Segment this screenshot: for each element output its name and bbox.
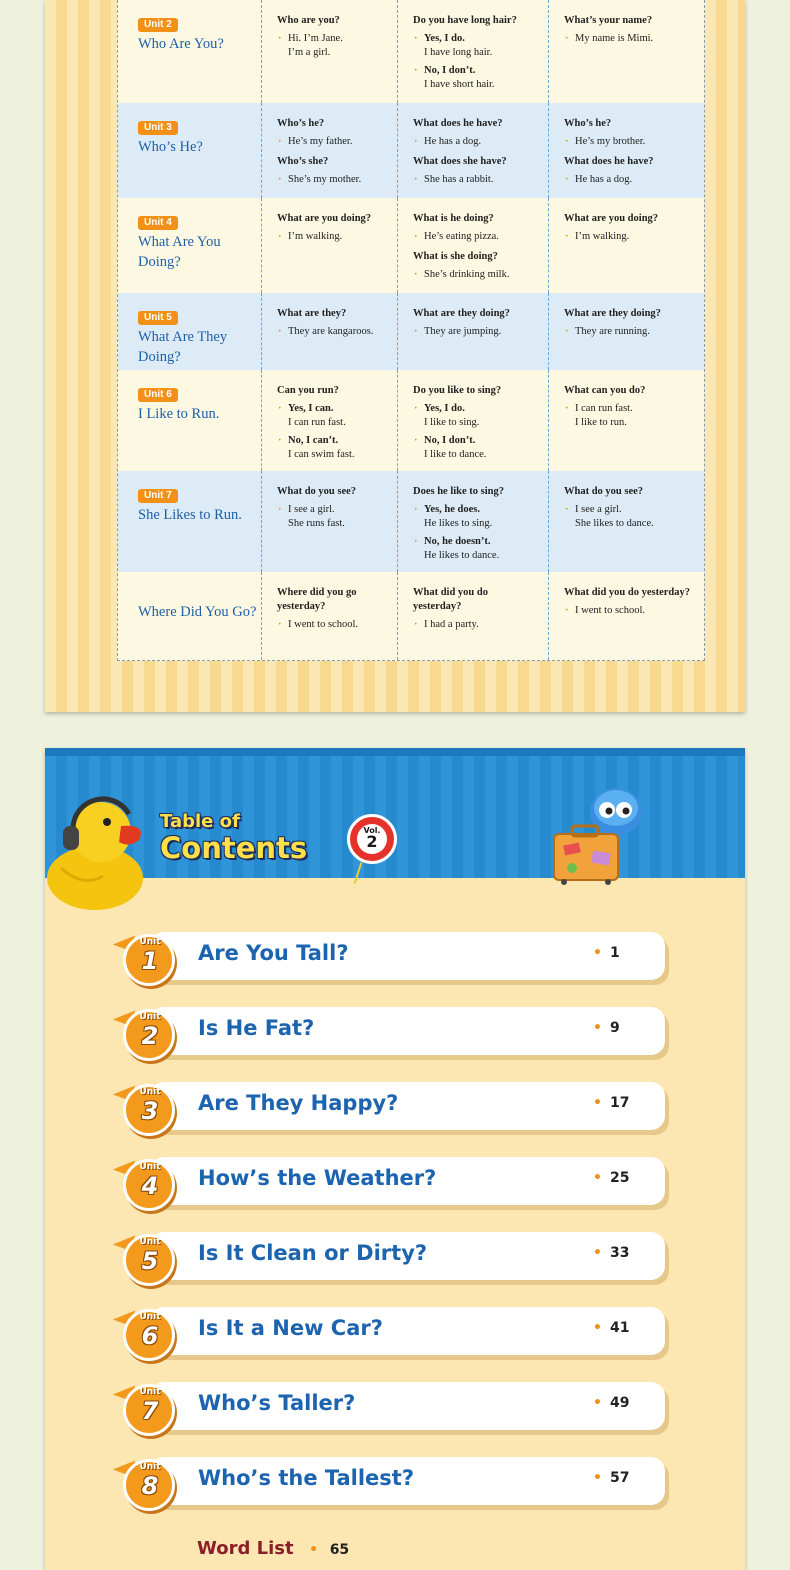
unit-label: Unit [139,1387,161,1397]
answer-text: · I can run fast. I like to run. [564,402,694,430]
toc-item-title: Is It a New Car? [198,1316,383,1340]
question-text: Who’s she? [277,156,329,167]
rubber-duck-icon [43,788,153,913]
unit-cell [138,307,263,367]
answer-text: · Yes, I do. I like to sing. [413,402,538,430]
bullet-icon: • [593,945,602,961]
answer-text: · I went to school. [564,604,694,618]
dialogue-column [564,485,694,531]
answer-text: · She has a rabbit. [413,173,538,187]
dialogue-column [277,117,402,187]
column-divider [548,293,549,370]
vol-badge-stick [354,862,363,884]
unit-row [118,471,704,572]
dialogue-column [277,586,402,632]
unit-row [118,293,704,370]
question-text: What are they doing? [564,308,661,319]
bullet-icon: • [593,1470,602,1486]
question-text: Who’s he? [564,118,612,129]
toc-item-title: Who’s the Tallest? [198,1466,415,1490]
answer-text: · I see a girl. She runs fast. [277,503,402,531]
dialogue-column [413,384,538,462]
dialogue-column [564,307,694,339]
page-number: 25 [609,1170,630,1186]
question-text: Who are you? [277,15,340,26]
answer-text: · He has a dog. [413,135,538,149]
page-number: 57 [609,1470,630,1486]
question-text: What does he have? [564,156,654,167]
unit-label: Unit [139,1237,161,1247]
answer-text: · I went to school. [277,618,402,632]
answer-text: · She’s drinking milk. [413,268,538,282]
unit-row [118,572,704,660]
question-text: What are you doing? [564,213,659,224]
toc-item-unit-8[interactable] [115,1457,670,1511]
question-text: What is he doing? [413,213,494,224]
toc-item-title: Who’s Taller? [198,1391,356,1415]
column-divider [548,0,549,103]
unit-number: 7 [141,1397,159,1425]
toc-item-unit-5[interactable] [115,1232,670,1286]
unit-label: Unit [139,1087,161,1097]
unit-number-badge [115,1230,177,1286]
dialogue-column [277,14,402,60]
column-divider [548,198,549,293]
unit-title: She Likes to Run. [138,507,242,523]
dialogue-column [564,384,694,430]
answer-text: · I had a party. [413,618,538,632]
question-text: Who’s he? [277,118,325,129]
answer-text: · No, I don’t. I have short hair. [413,64,538,92]
page-number: 1 [609,945,620,961]
unit-label: Unit [139,937,161,947]
answer-text: · I’m walking. [277,230,402,244]
answer-text: · She’s my mother. [277,173,402,187]
unit-cell [138,212,263,272]
bullet-icon: • [593,1020,602,1036]
toc-item-title: Is It Clean or Dirty? [198,1241,428,1265]
unit-number-badge [115,1380,177,1436]
toc-item-page [593,1245,629,1261]
bullet-icon: • [593,1320,602,1336]
page-number: 49 [609,1395,630,1411]
dialogue-column [413,307,538,339]
column-divider [548,370,549,471]
unit-cell [138,384,263,424]
answer-text: · He’s my father. [277,135,402,149]
bullet-icon: • [593,1395,602,1411]
answer-text: · I see a girl. She likes to dance. [564,503,694,531]
unit-number-badge [115,1080,177,1136]
dialogue-column [413,485,538,563]
answer-text: · No, I can’t. I can swim fast. [277,434,402,462]
question-text: Can you run? [277,385,339,396]
toc-title [160,812,307,864]
toc-title-small: Table of [160,811,240,832]
question-text: What is she doing? [413,251,498,262]
dialogue-column [413,14,538,92]
question-text: What does she have? [413,156,507,167]
unit-number: 1 [141,947,159,975]
answer-text: · He’s my brother. [564,135,694,149]
unit-overview-page [45,0,745,712]
bullet-icon: • [593,1245,602,1261]
answer-text: · Yes, he does. He likes to sing. [413,503,538,531]
toc-item-unit-6[interactable] [115,1307,670,1361]
bullet-icon: • [593,1095,602,1111]
toc-item-unit-7[interactable] [115,1382,670,1436]
table-of-contents-page [45,748,745,1570]
bullet-icon: • [309,1542,319,1558]
unit-label: Unit [139,1462,161,1472]
column-divider [548,103,549,198]
toc-item-page [593,945,620,961]
toc-item-title: Are You Tall? [198,941,349,965]
dialogue-column [277,212,402,244]
toc-item-page [593,1170,629,1186]
answer-text: · Yes, I can. I can run fast. [277,402,402,430]
question-text: Does he like to sing? [413,486,505,497]
toc-item-title: Is He Fat? [198,1016,315,1040]
toc-item-page [593,1320,629,1336]
unit-row [118,0,704,103]
answer-text: · My name is Mimi. [564,32,694,46]
dialogue-column [564,117,694,187]
unit-number: 3 [141,1097,159,1125]
unit-number-badge [115,1455,177,1511]
unit-cell [138,485,263,525]
question-text: Where did you go yesterday? [277,587,357,612]
unit-label: Unit [139,1012,161,1022]
unit-title: What Are They Doing? [138,329,228,365]
answer-text: · They are kangaroos. [277,325,402,339]
question-text: What do you see? [277,486,357,497]
unit-badge: Unit 6 [138,388,178,402]
question-text: What do you see? [564,486,644,497]
unit-title: What Are You Doing? [138,234,221,270]
question-text: What are they? [277,308,347,319]
unit-number-badge [115,1305,177,1361]
volume-label: Vol. [363,826,381,835]
answer-text: · He has a dog. [564,173,694,187]
unit-cell [138,600,263,622]
unit-row [118,198,704,293]
column-divider [548,572,549,660]
dialogue-column [413,212,538,282]
toc-item-page [593,1470,629,1486]
page-number: 17 [609,1095,630,1111]
answer-text: · No, he doesn’t. He likes to dance. [413,535,538,563]
unit-badge: Unit 2 [138,18,178,32]
dialogue-column [277,384,402,462]
unit-number-badge [115,1005,177,1061]
question-text: Do you have long hair? [413,15,517,26]
toc-item-page [593,1095,629,1111]
unit-row [118,370,704,471]
question-text: What did you do yesterday? [413,587,488,612]
unit-badge: Unit 4 [138,216,178,230]
toc-title-big: Contents [160,831,308,865]
dialogue-column [564,586,694,618]
unit-row [118,103,704,198]
answer-text: · Hi. I’m Jane. I’m a girl. [277,32,402,60]
question-text: What did you do yesterday? [564,587,691,598]
unit-number: 4 [141,1172,159,1200]
answer-text: · They are jumping. [413,325,538,339]
unit-title: I Like to Run. [138,406,220,422]
question-text: What are you doing? [277,213,372,224]
toc-item-unit-1[interactable] [115,932,670,986]
dialogue-column [277,485,402,531]
volume-number: 2 [366,832,378,851]
unit-overview-table [117,0,705,661]
dialogue-column [564,14,694,46]
unit-number-badge [115,930,177,986]
dialogue-column [277,307,402,339]
toc-item-unit-4[interactable] [115,1157,670,1211]
question-text: What’s your name? [564,15,653,26]
answer-text: · Yes, I do. I have long hair. [413,32,538,60]
toc-item-title: Are They Happy? [198,1091,399,1115]
question-text: What are they doing? [413,308,510,319]
word-list-label: Word List [197,1538,294,1559]
unit-badge: Unit 5 [138,311,178,325]
answer-text: · They are running. [564,325,694,339]
unit-cell [138,117,263,157]
unit-number-badge [115,1155,177,1211]
question-text: What can you do? [564,385,646,396]
page-number: 9 [609,1020,620,1036]
dialogue-column [413,117,538,187]
luggage-character-icon [550,788,660,886]
unit-badge: Unit 7 [138,489,178,503]
toc-item-unit-3[interactable] [115,1082,670,1136]
page-number: 41 [609,1320,630,1336]
question-text: What does he have? [413,118,503,129]
toc-item-page [593,1395,629,1411]
word-list-page: 65 [329,1542,350,1558]
unit-title: Where Did You Go? [138,604,257,620]
question-text: Do you like to sing? [413,385,502,396]
unit-title: Who’s He? [138,139,203,155]
word-list-entry[interactable] [197,1538,349,1559]
answer-text: · No, I don’t. I like to dance. [413,434,538,462]
answer-text: · He’s eating pizza. [413,230,538,244]
page-number: 33 [609,1245,630,1261]
unit-label: Unit [139,1312,161,1322]
unit-cell [138,14,263,54]
unit-number: 6 [141,1322,159,1350]
column-divider [548,471,549,572]
volume-badge [347,814,397,864]
unit-title: Who Are You? [138,36,224,52]
toc-item-page [593,1020,620,1036]
unit-badge: Unit 3 [138,121,178,135]
unit-number: 2 [141,1022,159,1050]
unit-number: 5 [141,1247,159,1275]
toc-item-title: How’s the Weather? [198,1166,437,1190]
unit-number: 8 [141,1472,159,1500]
answer-text: · I’m walking. [564,230,694,244]
unit-label: Unit [139,1162,161,1172]
toc-item-unit-2[interactable] [115,1007,670,1061]
dialogue-column [413,586,538,632]
dialogue-column [564,212,694,244]
bullet-icon: • [593,1170,602,1186]
